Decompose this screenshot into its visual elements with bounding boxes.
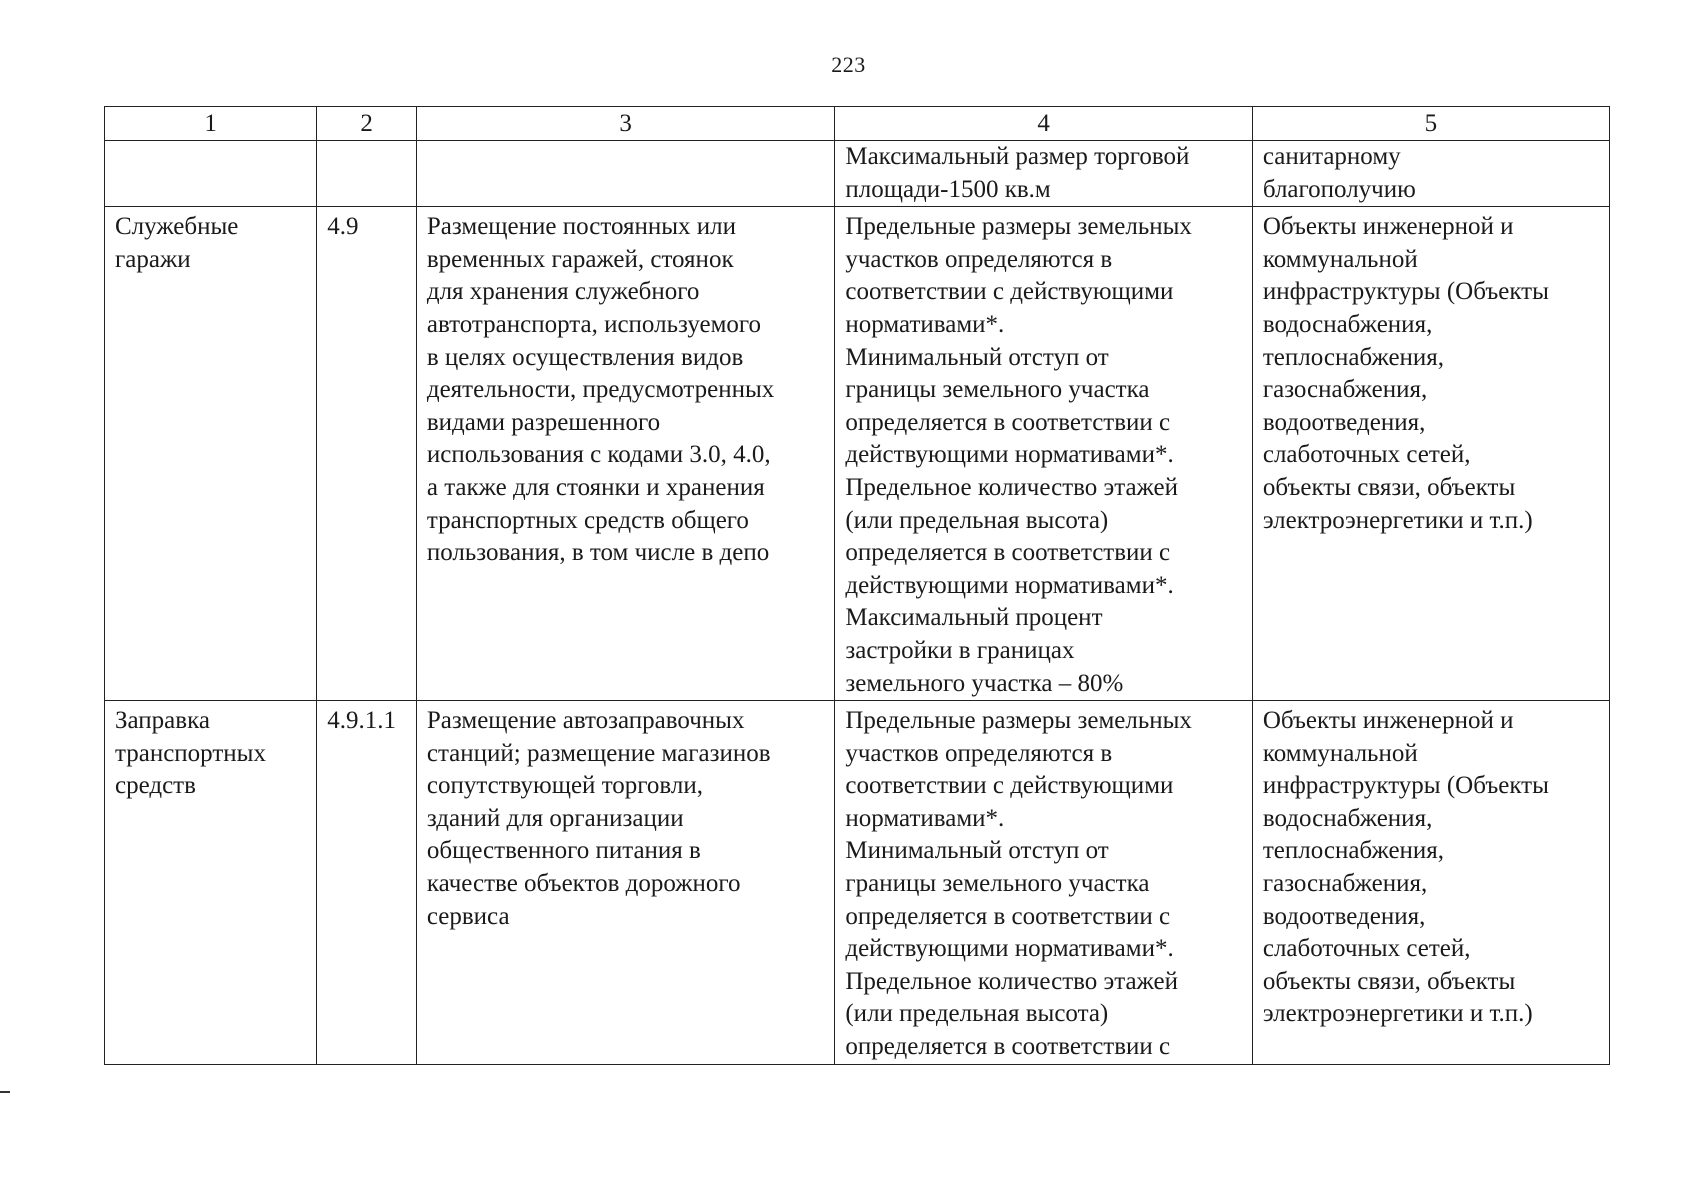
- cell-text-line: Предельное количество этажей: [845, 967, 1178, 995]
- cell-text-line: общественного питания в: [426, 837, 701, 865]
- cell-text-line: застройки в границах: [845, 636, 1075, 664]
- cell-text-line: использования с кодами 3.0, 4.0,: [426, 441, 771, 469]
- land-use-table: [104, 106, 1610, 1065]
- cell-text-line: сервиса: [426, 902, 510, 930]
- cell-text-line: 4.9.1.1: [327, 707, 397, 735]
- cell-text-line: границы земельного участка: [845, 376, 1150, 404]
- cell-text-line: инфраструктуры (Объекты: [1262, 278, 1549, 306]
- cell-text-line: Служебные: [115, 213, 239, 241]
- use-name-cell: [105, 701, 317, 1065]
- cell-text-line: действующими нормативами*.: [845, 571, 1174, 599]
- cell-text-line: участков определяются в: [845, 245, 1113, 273]
- cell-text-line: Объекты инженерной и: [1262, 213, 1514, 241]
- table-row: [105, 207, 1610, 701]
- cell-text-line: Размещение автозаправочных: [426, 707, 745, 735]
- cell-text-line: земельного участка – 80%: [845, 669, 1124, 697]
- cell-text-line: объекты связи, объекты: [1262, 967, 1516, 995]
- cell-text-line: Минимальный отступ от: [845, 343, 1109, 371]
- auxiliary-objects-cell: [1252, 207, 1609, 701]
- column-header-5: 5: [1252, 107, 1609, 141]
- parameters-cell: [835, 701, 1252, 1065]
- use-description-cell: [416, 701, 835, 1065]
- cell-text-line: определяется в соответствии с: [845, 408, 1171, 436]
- cell-text-line: Размещение постоянных или: [426, 213, 737, 241]
- cell-text-line: качестве объектов дорожного: [426, 870, 741, 898]
- margin-mark: [0, 1091, 10, 1093]
- cell-text-line: площади-1500 кв.м: [845, 175, 1051, 203]
- cell-text-line: 4.9: [327, 213, 359, 241]
- cell-text-line: для хранения служебного: [426, 278, 700, 306]
- cell-text-line: электроэнергетики и т.п.): [1262, 506, 1533, 534]
- cell-text-line: Предельные размеры земельных: [845, 707, 1192, 735]
- cell-text-line: Объекты инженерной и: [1262, 707, 1514, 735]
- cell-text-line: водоснабжения,: [1262, 804, 1433, 832]
- use-name-cell: [105, 207, 317, 701]
- cell-text-line: объекты связи, объекты: [1262, 473, 1516, 501]
- column-header-2: 2: [317, 107, 417, 141]
- cell-text-line: транспортных: [115, 739, 266, 767]
- table-row: [105, 141, 1610, 207]
- cell-text-line: водоснабжения,: [1262, 310, 1433, 338]
- cell-text-line: (или предельная высота): [845, 506, 1109, 534]
- cell-text-line: Максимальный процент: [845, 604, 1103, 632]
- cell-text-line: транспортных средств общего: [426, 506, 749, 534]
- column-header-4: 4: [835, 107, 1252, 141]
- cell-text-line: теплоснабжения,: [1262, 343, 1445, 371]
- cell-text-line: зданий для организации: [426, 804, 684, 832]
- use-code-cell: [317, 207, 417, 701]
- cell-text-line: Максимальный размер торговой: [845, 143, 1190, 170]
- cell-text-line: автотранспорта, используемого: [426, 310, 762, 338]
- cell-text-line: теплоснабжения,: [1262, 837, 1445, 865]
- cell-text-line: а также для стоянки и хранения: [426, 473, 765, 501]
- table-header-row: [105, 107, 1610, 141]
- cell-text-line: определяется в соответствии с: [845, 1033, 1171, 1061]
- page-number: 223: [831, 52, 866, 77]
- cell-text-line: соответствии с действующими: [845, 278, 1174, 306]
- cell-text-line: средств: [115, 772, 196, 800]
- column-header-3: 3: [416, 107, 835, 141]
- cell-text-line: в целях осуществления видов: [426, 343, 744, 371]
- use-code-cell: [317, 701, 417, 1065]
- cell-text-line: определяется в соответствии с: [845, 539, 1171, 567]
- cell-text-line: газоснабжения,: [1262, 376, 1428, 404]
- cell-text-line: благополучию: [1262, 175, 1416, 203]
- cell-text-line: границы земельного участка: [845, 870, 1150, 898]
- cell-text-line: определяется в соответствии с: [845, 902, 1171, 930]
- use-description-cell: [416, 207, 835, 701]
- parameters-cell: [835, 207, 1252, 701]
- cell-text-line: (или предельная высота): [845, 1000, 1109, 1028]
- cell-text-line: Предельное количество этажей: [845, 473, 1178, 501]
- cell-text-line: коммунальной: [1262, 245, 1418, 273]
- auxiliary-objects-cell: [1252, 141, 1609, 207]
- use-description-cell: [416, 141, 835, 207]
- cell-text-line: действующими нормативами*.: [845, 935, 1174, 963]
- cell-text-line: нормативами*.: [845, 804, 1005, 832]
- cell-text-line: видами разрешенного: [426, 408, 661, 436]
- table-row: [105, 701, 1610, 1065]
- auxiliary-objects-cell: [1252, 701, 1609, 1065]
- cell-text-line: инфраструктуры (Объекты: [1262, 772, 1549, 800]
- cell-text-line: санитарному: [1262, 143, 1401, 170]
- cell-text-line: действующими нормативами*.: [845, 441, 1174, 469]
- cell-text-line: Минимальный отступ от: [845, 837, 1109, 865]
- cell-text-line: водоотведения,: [1262, 408, 1426, 436]
- use-name-cell: [105, 141, 317, 207]
- column-header-1: 1: [105, 107, 317, 141]
- cell-text-line: гаражи: [115, 245, 191, 273]
- cell-text-line: участков определяются в: [845, 739, 1113, 767]
- cell-text-line: слаботочных сетей,: [1262, 441, 1471, 469]
- cell-text-line: деятельности, предусмотренных: [426, 376, 775, 404]
- cell-text-line: газоснабжения,: [1262, 870, 1428, 898]
- cell-text-line: нормативами*.: [845, 310, 1005, 338]
- cell-text-line: временных гаражей, стоянок: [426, 245, 734, 273]
- cell-text-line: сопутствующей торговли,: [426, 772, 703, 800]
- use-code-cell: [317, 141, 417, 207]
- cell-text-line: водоотведения,: [1262, 902, 1426, 930]
- cell-text-line: Заправка: [115, 707, 210, 735]
- cell-text-line: Предельные размеры земельных: [845, 213, 1192, 241]
- cell-text-line: соответствии с действующими: [845, 772, 1174, 800]
- cell-text-line: пользования, в том числе в депо: [426, 539, 770, 567]
- cell-text-line: станций; размещение магазинов: [426, 739, 771, 767]
- cell-text-line: слаботочных сетей,: [1262, 935, 1471, 963]
- cell-text-line: электроэнергетики и т.п.): [1262, 1000, 1533, 1028]
- cell-text-line: коммунальной: [1262, 739, 1418, 767]
- parameters-cell: [835, 141, 1252, 207]
